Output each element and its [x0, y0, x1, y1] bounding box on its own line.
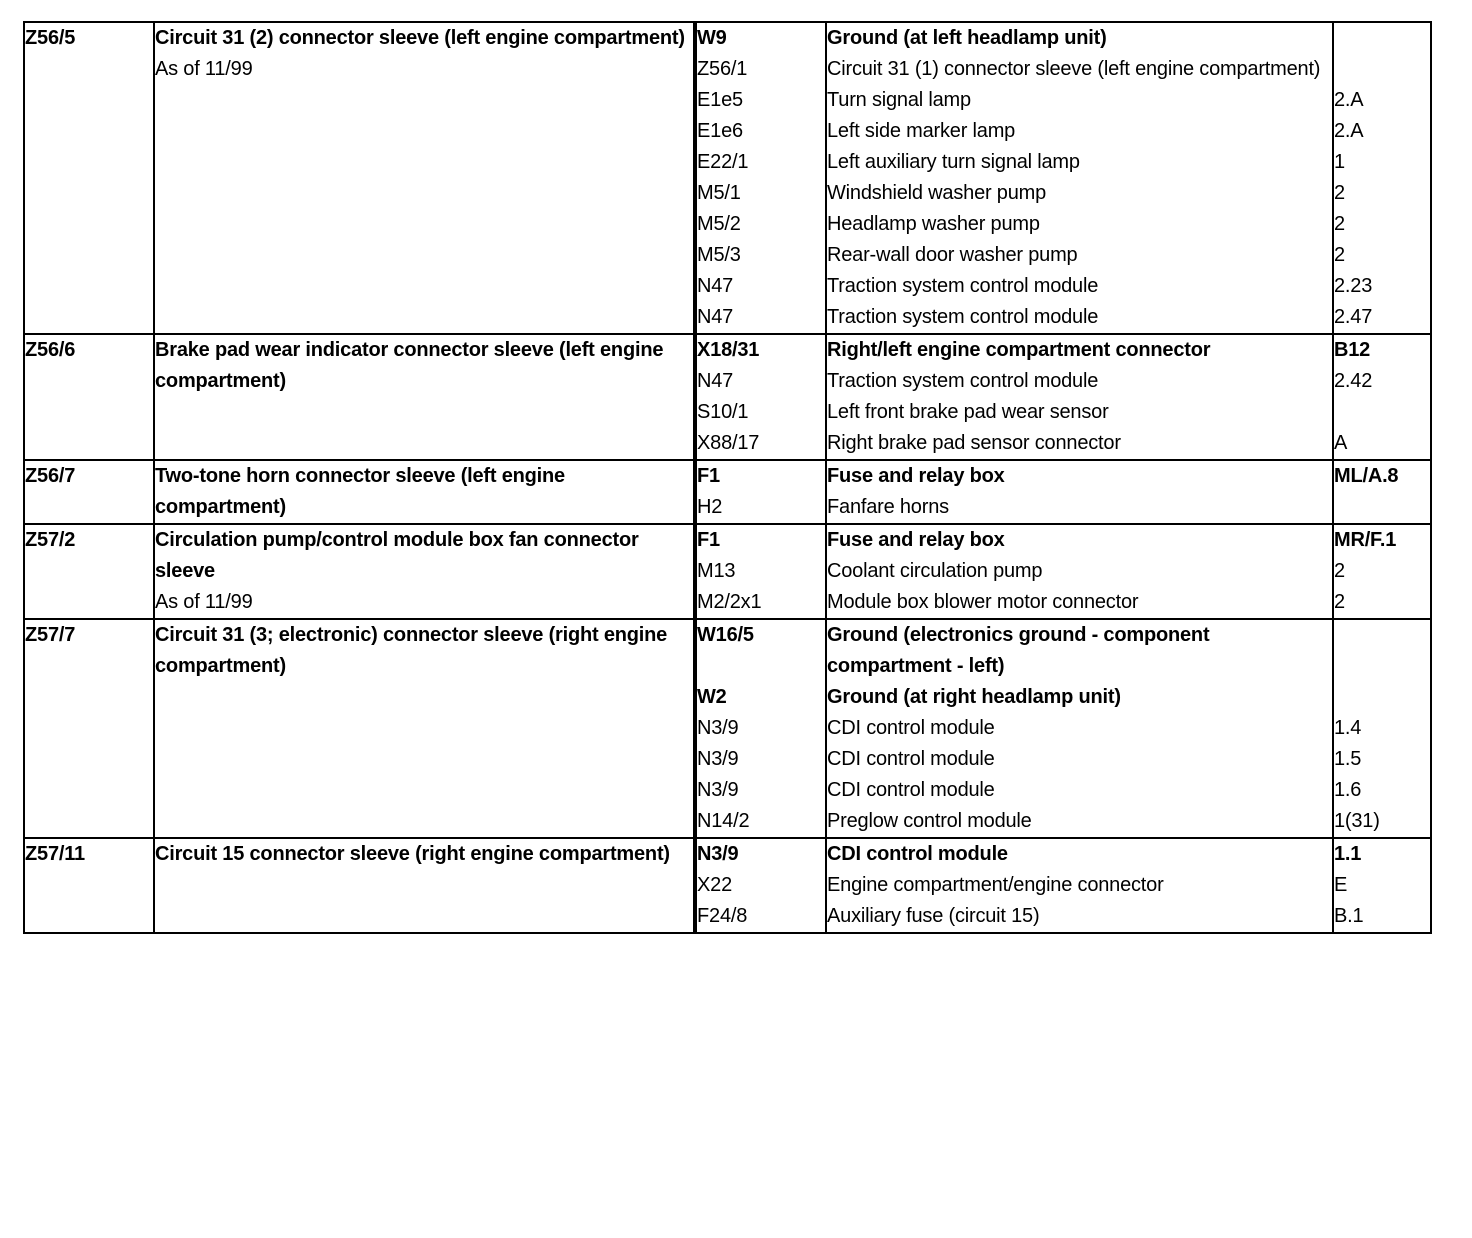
- connection-list: [697, 335, 1430, 459]
- connection-reference: 1: [1333, 147, 1430, 178]
- connection-row: [697, 209, 1430, 240]
- sleeve-description: [154, 619, 694, 838]
- connection-code: W2: [697, 686, 727, 708]
- connection-row: [697, 620, 1430, 682]
- connections-cell: [696, 22, 1431, 334]
- connection-row: [697, 870, 1430, 901]
- connection-code: S10/1: [697, 401, 749, 423]
- connection-row: [697, 116, 1430, 147]
- sleeve-title: Brake pad wear indicator connector sleeve (left engine compartment): [155, 339, 664, 392]
- connection-row: [697, 492, 1430, 523]
- connection-code: W16/5: [697, 624, 754, 646]
- connection-description: Fuse and relay box: [826, 525, 1333, 556]
- sleeve-title: Two-tone horn connector sleeve (left engine compartment): [155, 465, 565, 518]
- connection-row: [697, 335, 1430, 366]
- connection-description: Auxiliary fuse (circuit 15): [826, 901, 1333, 932]
- connection-list: [697, 461, 1430, 523]
- connection-description: Circuit 31 (1) connector sleeve (left engine compartment): [826, 54, 1333, 85]
- connection-row: [697, 461, 1430, 492]
- connection-row: [697, 428, 1430, 459]
- connection-row: [697, 397, 1430, 428]
- connection-row: [697, 556, 1430, 587]
- connection-description: Traction system control module: [826, 366, 1333, 397]
- connection-reference: 2.47: [1333, 302, 1430, 333]
- connection-list: [697, 525, 1430, 618]
- connection-code: N3/9: [697, 717, 739, 739]
- sleeve-row: [24, 22, 1431, 334]
- connection-description: CDI control module: [826, 744, 1333, 775]
- connection-description: CDI control module: [826, 775, 1333, 806]
- sleeve-row: [24, 838, 1431, 933]
- connection-row: [697, 744, 1430, 775]
- connection-reference: 2: [1333, 587, 1430, 618]
- connection-code: Z56/1: [697, 58, 748, 80]
- connection-description: Engine compartment/engine connector: [826, 870, 1333, 901]
- connections-cell: [696, 619, 1431, 838]
- connection-reference: 1.4: [1333, 713, 1430, 744]
- connection-list: [697, 620, 1430, 837]
- connection-list: [697, 839, 1430, 932]
- connection-reference: 1.1: [1333, 839, 1430, 870]
- connection-reference: 2.A: [1333, 116, 1430, 147]
- connection-code: M5/1: [697, 182, 741, 204]
- connection-code: F1: [697, 465, 720, 487]
- connection-description: Left side marker lamp: [826, 116, 1333, 147]
- connection-reference: 2: [1333, 240, 1430, 271]
- connection-row: [697, 587, 1430, 618]
- connection-description: Right brake pad sensor connector: [826, 428, 1333, 459]
- connector-sleeve-table: [23, 21, 1432, 934]
- connection-description: Turn signal lamp: [826, 85, 1333, 116]
- connection-reference: [1333, 492, 1430, 523]
- sleeve-row: [24, 334, 1431, 460]
- connection-reference: B.1: [1333, 901, 1430, 932]
- connection-reference: ML/A.8: [1333, 461, 1430, 492]
- connection-code: N47: [697, 370, 734, 392]
- connection-code: M5/2: [697, 213, 741, 235]
- connection-row: [697, 713, 1430, 744]
- sleeve-code: Z57/11: [24, 838, 154, 933]
- sleeve-row: [24, 460, 1431, 524]
- connection-row: [697, 775, 1430, 806]
- connection-description: Rear-wall door washer pump: [826, 240, 1333, 271]
- connection-reference: 2: [1333, 178, 1430, 209]
- connection-description: Traction system control module: [826, 271, 1333, 302]
- sleeve-title: Circuit 15 connector sleeve (right engine compartment): [155, 843, 670, 865]
- connection-description: Ground (at right headlamp unit): [826, 682, 1333, 713]
- sleeve-title: Circuit 31 (3; electronic) connector sleeve (right engine compartment): [155, 624, 668, 677]
- connections-cell: [696, 838, 1431, 933]
- sleeve-description: [154, 460, 694, 524]
- connection-code: W9: [697, 27, 727, 49]
- connection-description: Fanfare horns: [826, 492, 1333, 523]
- sleeve-title: Circulation pump/control module box fan connector sleeve: [155, 529, 639, 582]
- connection-code: M5/3: [697, 244, 741, 266]
- connection-reference: MR/F.1: [1333, 525, 1430, 556]
- connection-code: X22: [697, 874, 732, 896]
- connection-reference: [1333, 54, 1430, 85]
- sleeve-title: Circuit 31 (2) connector sleeve (left engine compartment): [155, 27, 685, 49]
- connection-reference: A: [1333, 428, 1430, 459]
- connection-row: [697, 806, 1430, 837]
- connection-code: M2/2x1: [697, 591, 762, 613]
- connection-description: Traction system control module: [826, 302, 1333, 333]
- connection-code: E22/1: [697, 151, 749, 173]
- connection-row: [697, 302, 1430, 333]
- connection-code: E1e6: [697, 120, 743, 142]
- connection-description: CDI control module: [826, 839, 1333, 870]
- connection-reference: [1333, 682, 1430, 713]
- connection-row: [697, 271, 1430, 302]
- sleeve-code: Z57/2: [24, 524, 154, 619]
- connection-row: [697, 839, 1430, 870]
- connection-code: E1e5: [697, 89, 743, 111]
- connection-description: Coolant circulation pump: [826, 556, 1333, 587]
- connection-list: [697, 23, 1430, 333]
- connection-code: N3/9: [697, 779, 739, 801]
- connection-row: [697, 901, 1430, 932]
- connection-description: Windshield washer pump: [826, 178, 1333, 209]
- connection-reference: [1333, 23, 1430, 54]
- connection-row: [697, 54, 1430, 85]
- connection-code: F1: [697, 529, 720, 551]
- connection-row: [697, 240, 1430, 271]
- connection-code: H2: [697, 496, 723, 518]
- sleeve-code: Z57/7: [24, 619, 154, 838]
- sleeve-description: [154, 838, 694, 933]
- sleeve-row: [24, 524, 1431, 619]
- connection-row: [697, 147, 1430, 178]
- connection-reference: 1(31): [1333, 806, 1430, 837]
- sleeve-description: [154, 22, 694, 334]
- connection-reference: 2: [1333, 556, 1430, 587]
- connection-description: Module box blower motor connector: [826, 587, 1333, 618]
- connection-description: Right/left engine compartment connector: [826, 335, 1333, 366]
- sleeve-description: [154, 334, 694, 460]
- connection-description: Left auxiliary turn signal lamp: [826, 147, 1333, 178]
- connections-cell: [696, 524, 1431, 619]
- connection-reference: B12: [1333, 335, 1430, 366]
- connection-row: [697, 23, 1430, 54]
- connection-code: N14/2: [697, 810, 750, 832]
- connection-row: [697, 525, 1430, 556]
- connection-reference: 2.23: [1333, 271, 1430, 302]
- connection-description: Fuse and relay box: [826, 461, 1333, 492]
- connection-code: X88/17: [697, 432, 760, 454]
- connection-reference: [1333, 620, 1430, 682]
- sleeve-description: [154, 524, 694, 619]
- connection-row: [697, 366, 1430, 397]
- connection-code: F24/8: [697, 905, 748, 927]
- sleeve-row: [24, 619, 1431, 838]
- connection-reference: 2.42: [1333, 366, 1430, 397]
- sleeve-code: Z56/7: [24, 460, 154, 524]
- connection-reference: 1.5: [1333, 744, 1430, 775]
- sleeve-code: Z56/6: [24, 334, 154, 460]
- sleeve-code: Z56/5: [24, 22, 154, 334]
- connection-code: N47: [697, 306, 734, 328]
- sleeve-note: As of 11/99: [155, 58, 253, 80]
- connection-description: Preglow control module: [826, 806, 1333, 837]
- sleeve-note: As of 11/99: [155, 591, 253, 613]
- connection-description: Headlamp washer pump: [826, 209, 1333, 240]
- connections-cell: [696, 334, 1431, 460]
- connection-row: [697, 85, 1430, 116]
- connection-description: Left front brake pad wear sensor: [826, 397, 1333, 428]
- connection-description: Ground (electronics ground - component compartment - left): [826, 620, 1333, 682]
- connection-row: [697, 682, 1430, 713]
- connection-code: M13: [697, 560, 736, 582]
- connection-description: CDI control module: [826, 713, 1333, 744]
- connection-code: N3/9: [697, 748, 739, 770]
- connection-reference: 1.6: [1333, 775, 1430, 806]
- connection-code: N3/9: [697, 843, 739, 865]
- connection-reference: 2: [1333, 209, 1430, 240]
- table-body: [24, 22, 1431, 933]
- connection-code: N47: [697, 275, 734, 297]
- connection-description: Ground (at left headlamp unit): [826, 23, 1333, 54]
- connection-row: [697, 178, 1430, 209]
- connection-reference: [1333, 397, 1430, 428]
- connections-cell: [696, 460, 1431, 524]
- connection-reference: 2.A: [1333, 85, 1430, 116]
- connection-code: X18/31: [697, 339, 760, 361]
- connection-reference: E: [1333, 870, 1430, 901]
